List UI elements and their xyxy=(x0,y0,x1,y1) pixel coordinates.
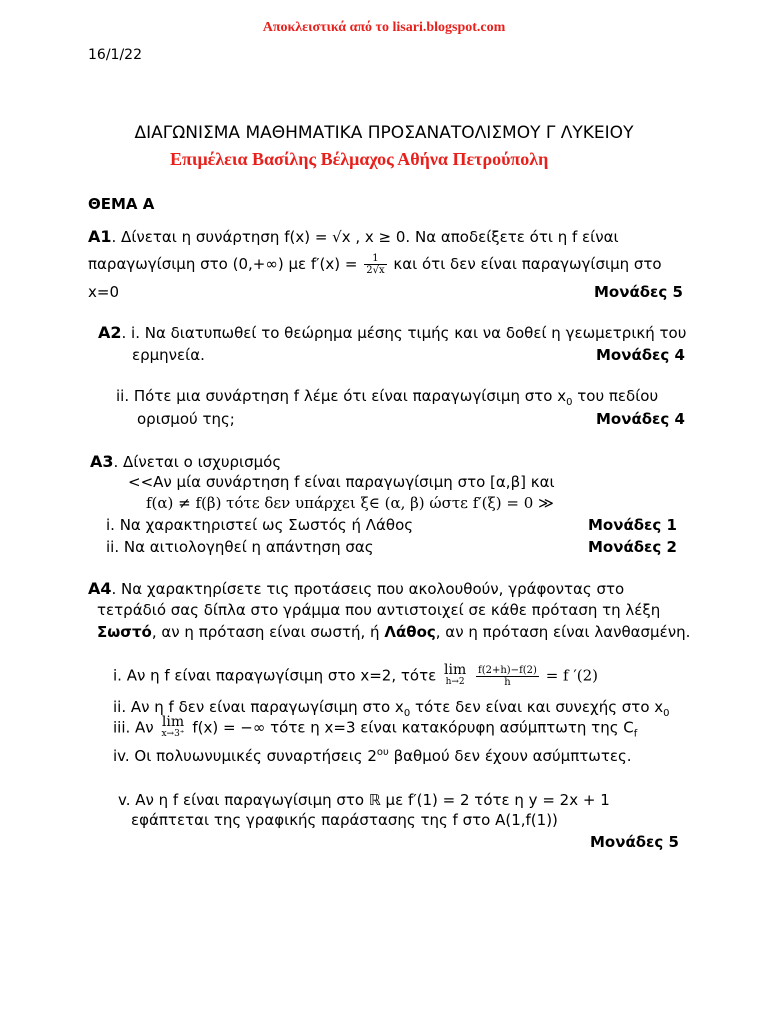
a1-text-2b: και ότι δεν είναι παραγωγίσιμη στο xyxy=(393,255,662,273)
a1-text-1: . Δίνεται η συνάρτηση f(x) = √x , x ≥ 0. Να αποδείξετε ότι η f είναι xyxy=(111,228,619,246)
a2-i-text-1: . i. Να διατυπωθεί το θεώρημα μέσης τιμής και να δοθεί η γεωμετρική του xyxy=(121,324,687,342)
a3-claim-1: <<Αν μία συνάρτηση f είναι παραγωγίσιμη στο [α,β] και xyxy=(128,473,555,491)
a4-i-frac-num: f(2+h)−f(2) xyxy=(478,664,537,676)
a4-label: Α4 xyxy=(88,579,112,598)
a4-intro-1: . Να χαρακτηρίσετε τις προτάσεις που ακολουθούν, γράφοντας στο xyxy=(111,580,625,598)
a2-ii-text-1b: του πεδίου xyxy=(572,387,659,405)
a4-i-line xyxy=(113,664,598,688)
a3-line-1 xyxy=(90,452,281,471)
a2-line-1 xyxy=(98,323,686,342)
a4-iii-text-b: f(x) = −∞ τότε η x=3 είναι κατακόρυφη ασύμπτωτη της C xyxy=(192,718,634,737)
theme-heading: ΘΕΜΑ Α xyxy=(88,195,155,213)
a4-iii-lim-sub: x→3⁺ xyxy=(161,729,185,739)
a3-ii-marks: Μονάδες 2 xyxy=(588,538,677,556)
a1-text-2a: παραγωγίσιμη στο (0,+∞) με f′(x) = xyxy=(88,255,358,273)
a4-iii-line xyxy=(113,716,637,740)
a1-frac-num: 1 xyxy=(364,253,386,265)
a2-ii-marks: Μονάδες 4 xyxy=(596,410,685,428)
a2-i-marks: Μονάδες 4 xyxy=(596,346,685,364)
a4-intro-3a: , αν η πρόταση είναι σωστή, ή xyxy=(151,623,385,641)
a2-ii-text-2: ορισμού της; xyxy=(137,410,235,428)
a4-word-false: Λάθος xyxy=(384,623,436,641)
exam-author: Επιμέλεια Βασίλης Βέλμαχος Αθήνα Πετρούπολη xyxy=(170,149,549,169)
a3-label: Α3 xyxy=(90,452,114,471)
exam-title: ΔΙΑΓΩΝΙΣΜΑ ΜΑΘΗΜΑΤΙΚΑ ΠΡΟΣΑΝΑΤΟΛΙΣΜΟΥ Γ ΛΥΚΕΙΟΥ xyxy=(134,123,634,143)
a4-i-lim: lim xyxy=(443,662,467,678)
a1-line-2 xyxy=(88,253,662,276)
a4-i-frac-den: h xyxy=(504,676,511,688)
a4-marks: Μονάδες 5 xyxy=(590,833,679,851)
a4-iv-line xyxy=(113,747,632,765)
a4-iii-text: iii. Αν xyxy=(113,718,154,737)
a4-ii-text: ii. Αν η f δεν είναι παραγωγίσιμη στο x xyxy=(113,698,404,716)
a4-iv-text: iv. Οι πολυωνυμικές συναρτήσεις 2 xyxy=(113,747,377,765)
a4-iii-limit xyxy=(161,716,184,740)
a3-intro: . Δίνεται ο ισχυρισμός xyxy=(113,453,282,471)
a4-i-text: i. Αν η f είναι παραγωγίσιμη στο x=2, τότε xyxy=(113,666,437,685)
a3-ii-text: ii. Να αιτιολογηθεί η απάντηση σας xyxy=(106,538,374,556)
a1-derivative-fraction xyxy=(364,253,386,276)
a4-ii-sub-2: 0 xyxy=(663,708,670,719)
a4-word-true: Σωστό xyxy=(97,623,152,641)
a3-i-text: i. Να χαρακτηριστεί ως Σωστός ή Λάθος xyxy=(106,516,414,534)
a1-label: Α1 xyxy=(88,227,112,246)
a2-label: Α2 xyxy=(98,323,122,342)
a4-line-3 xyxy=(97,623,690,641)
a4-intro-2: τετράδιό σας δίπλα στο γράμμα που αντιστοιχεί σε κάθε πρόταση τη λέξη xyxy=(97,601,661,619)
a2-ii-line-1 xyxy=(116,387,658,408)
a3-i-marks: Μονάδες 1 xyxy=(588,516,677,534)
a3-claim-2: f(α) ≠ f(β) τότε δεν υπάρχει ξ∈ (α, β) ώστε f′(ξ) = 0 ≫ xyxy=(146,494,554,512)
a4-iii-lim: lim xyxy=(161,714,185,730)
a1-frac-den: 2√x xyxy=(366,265,385,276)
a4-intro-3b: , αν η πρόταση είναι λανθασμένη. xyxy=(435,623,691,641)
a4-ii-text-b: τότε δεν είναι και συνεχής στο x xyxy=(410,698,664,716)
a4-v-text-1: v. Αν η f είναι παραγωγίσιμη στο ℝ με f′(1) = 2 τότε η y = 2x + 1 xyxy=(118,791,610,809)
a2-i-text-2: ερμηνεία. xyxy=(132,346,205,364)
a2-ii-sub: 0 xyxy=(566,397,573,408)
a4-v-text-2: εφάπτεται της γραφικής παράστασης της f στο Α(1,f(1)) xyxy=(131,811,558,829)
a2-ii-text-1: ii. Πότε μια συνάρτηση f λέμε ότι είναι παραγωγίσιμη στο x xyxy=(116,387,567,405)
a1-marks: Μονάδες 5 xyxy=(594,283,683,301)
a4-ii-sub: 0 xyxy=(403,708,411,719)
a4-line-1 xyxy=(88,579,624,598)
a1-text-3: x=0 xyxy=(88,283,119,301)
exam-date: 16/1/22 xyxy=(88,47,142,63)
a4-iv-sup: ου xyxy=(376,747,389,758)
source-header: Αποκλειστικά από το lisari.blogspot.com xyxy=(262,20,506,35)
a1-line-1 xyxy=(88,227,619,246)
a4-i-rhs: = f ′(2) xyxy=(545,666,599,685)
a4-i-limit xyxy=(444,664,466,688)
a4-i-fraction xyxy=(476,665,539,688)
a4-iv-text-b: βαθμού δεν έχουν ασύμπτωτες. xyxy=(388,747,632,765)
a4-iii-sub: f xyxy=(633,728,638,740)
a4-i-lim-sub: h→2 xyxy=(445,677,465,687)
